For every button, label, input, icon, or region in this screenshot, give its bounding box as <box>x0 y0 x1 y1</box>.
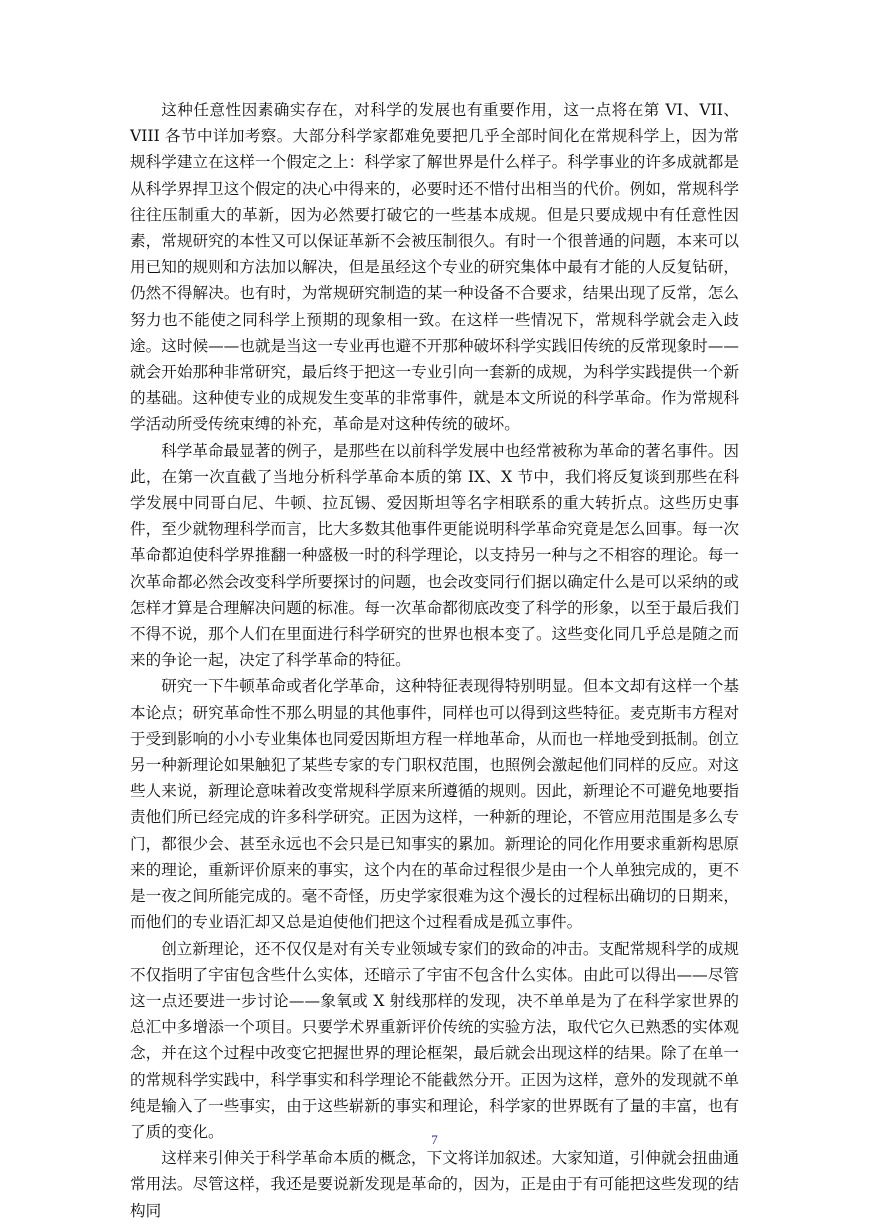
page-number: 7 <box>431 1132 438 1147</box>
body-text <box>130 97 739 1224</box>
paragraph-5: 这样来引伸关于科学革命本质的概念，下文将详加叙述。大家知道，引伸就会扭曲通常用法。尽管这样，我还是要说新发现是革命的，因为，正是由于有可能把这些发现的结构同 <box>130 1149 739 1220</box>
paragraph-3: 研究一下牛顿革命或者化学革命，这种特征表现得特别明显。但本文却有这样一个基本论点；研究革命性不那么明显的其他事件，同样也可以得到这些特征。麦克斯韦方程对于受到影响的小小专业集体也同爱因斯坦方程一样地革命，从而也一样地受到抵制。创立另一种新理论如果触犯了某些专家的专门职权范围，也照例会激起他们同样的反应。对这些人来说，新理论意味着改变常规科学原来所遵循的规则。因此，新理论不可避免地要指责他们所已经完成的许多科学研究。正因为这样，一种新的理论，不管应用范围是多么专门，都很少会、甚至永远也不会只是已知事实的累加。新理论的同化作用要求重新构思原来的理论，重新评价原来的事实，这个内在的革命过程很少是由一个人单独完成的，更不是一夜之间所能完成的。毫不奇怪，历史学家很难为这个漫长的过程标出确切的日期来，而他们的专业语汇却又总是迫使他们把这个过程看成是孤立事件。 <box>130 677 739 932</box>
paragraph-1: 这种任意性因素确实存在，对科学的发展也有重要作用，这一点将在第 VI、VII、VIII 各节中详加考察。大部分科学家都难免要把几乎全部时间化在常规科学上，因为常规科学建立在这样一个假定之上：科学家了解世界是什么样子。科学事业的许多成就都是从科学界捍卫这个假定的决心中得来的，必要时还不惜付出相当的代价。例如，常规科学往往压制重大的革新，因为必然要打破它的一些基本成规。但是只要成规中有任意性因素，常规研究的本性又可以保证革新不会被压制很久。有时一个很普通的问题，本来可以用已知的规则和方法加以解决，但是虽经这个专业的研究集体中最有才能的人反复钻研，仍然不得解决。也有时，为常规研究制造的某一种设备不合要求，结果出现了反常，怎么努力也不能使之同科学上预期的现象相一致。在这样一些情况下，常规科学就会走入歧途。这时候——也就是当这一专业再也避不开那种破坏科学实践旧传统的反常现象时——就会开始那种非常研究，最后终于把这一专业引向一套新的成规，为科学实践提供一个新的基础。这种使专业的成规发生变革的非常事件，就是本文所说的科学革命。作为常规科学活动所受传统束缚的补充，革命是对这种传统的破坏。 <box>130 101 739 434</box>
paragraph-4: 创立新理论，还不仅仅是对有关专业领域专家们的致命的冲击。支配常规科学的成规不仅指明了宇宙包含些什么实体，还暗示了宇宙不包含什么实体。由此可以得出——尽管这一点还要进一步讨论——象氧或 X 射线那样的发现，决不单单是为了在科学家世界的总汇中多增添一个项目。只要学术界重新评价传统的实验方法，取代它久已熟悉的实体观念，并在这个过程中改变它把握世界的理论框架，最后就会出现这样的结果。除了在单一的常规科学实践中，科学事实和科学理论不能截然分开。正因为这样，意外的发现就不单纯是输入了一些事实，由于这些崭新的事实和理论，科学家的世界既有了量的丰富，也有了质的变化。 <box>130 939 739 1141</box>
paragraph-2: 科学革命最显著的例子，是那些在以前科学发展中也经常被称为革命的著名事件。因此，在第一次直截了当地分析科学革命本质的第 IX、X 节中，我们将反复谈到那些在科学发展中同哥白尼、牛顿、拉瓦锡、爱因斯坦等名字相联系的重大转折点。这些历史事件，至少就物理科学而言，比大多数其他事件更能说明科学革命究竟是怎么回事。每一次革命都迫使科学界推翻一种盛极一时的科学理论，以支持另一种与之不相容的理论。每一次革命都必然会改变科学所要探讨的问题，也会改变同行们据以确定什么是可以采纳的或怎样才算是合理解决问题的标准。每一次革命都彻底改变了科学的形象，以至于最后我们不得不说，那个人们在里面进行科学研究的世界也根本变了。这些变化同几乎总是随之而来的争论一起，决定了科学革命的特征。 <box>130 441 739 670</box>
